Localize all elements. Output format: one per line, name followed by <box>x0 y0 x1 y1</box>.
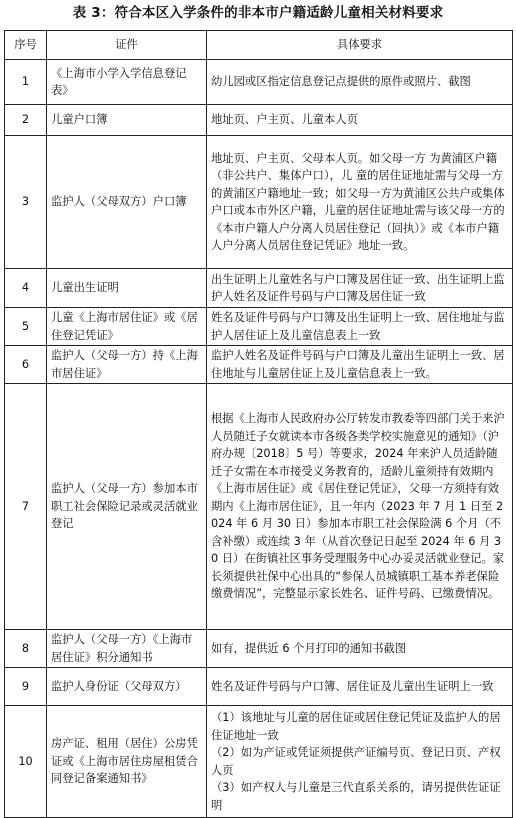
table-row <box>5 269 513 308</box>
table-row <box>5 706 513 818</box>
header-document: 证件 <box>47 31 207 60</box>
requirements-table <box>4 30 513 818</box>
table-row <box>5 630 513 668</box>
table-row <box>5 384 513 630</box>
row-number: 3 <box>5 136 47 269</box>
row-number: 9 <box>5 668 47 706</box>
document-name: 监护人（父母一方）参加本市职工社会保险记录或灵活就业登记 <box>47 384 207 630</box>
table-header-row <box>5 31 513 60</box>
requirement-text: 根据《上海市人民政府办公厅转发市教委等四部门关于来沪人员随迁子女就读本市各级各类学校实施意见的通知》（沪府办规〔2018〕5 号）等要求，2024 年来沪人员适龄随迁子女需在本市接受义务教育的，适龄儿童须持有效期内《上海市居住证》或《居住登记凭证》，父母一方须持有效期内《上海市居住证》，且一年内（2023 年 7 月 1 日至 2024 年 6 月 30 日）参加本市职工社会保险满 6 个月（不含补缴）或连续 3 年（从首次登记日起至 2024 年 6 月 30 日）在街镇社区事务受理服务中心办妥灵活就业登记。家长须提供社保中心出具的“参保人员城镇职工基本养老保险缴费情况”，完整显示家长姓名、证件号码、已缴费情况。 <box>207 384 513 630</box>
requirement-list <box>207 706 513 818</box>
requirement-text: 地址页、户主页、父母本人页。如父母一方 为黄浦区户籍（非公共户、集体户口），儿 童的居住证地址需与父母一方的黄浦区户籍地址一致；如父母一方为黄浦区公共户或集体户口或本市外区户籍，儿童的居住证地址需与该父母一方的《本市户籍人户分离人员居住登记（回执）》或《本市户籍人户分离人员居住登记凭证》地址一致。 <box>207 136 513 269</box>
row-number: 1 <box>5 60 47 105</box>
requirement-item: （2）如为产证或凭证须提供产证编号页、登记日页、产权人页 <box>211 746 501 777</box>
table-row <box>5 668 513 706</box>
document-name: 监护人身份证（父母双方） <box>47 668 207 706</box>
header-requirements: 具体要求 <box>207 31 513 60</box>
row-number: 6 <box>5 346 47 384</box>
table-row <box>5 308 513 346</box>
table-row <box>5 136 513 269</box>
requirement-text: 姓名及证件号码与户口簿、居住证及儿童出生证明上一致 <box>207 668 513 706</box>
document-name: 监护人（父母一方）持《上海市居住证》 <box>47 346 207 384</box>
document-name: 监护人（父母一方）《上海市居住证》积分通知书 <box>47 630 207 668</box>
document-name: 房产证、租用（居住）公房凭证或《上海市居住房屋租赁合同登记备案通知书》 <box>47 706 207 818</box>
requirement-text: 出生证明上儿童姓名与户口簿及居住证一致、出生证明上监护人姓名及证件号码与户口簿及居住证一致 <box>207 269 513 308</box>
document-name: 《上海市小学入学信息登记表》 <box>47 60 207 105</box>
document-name: 监护人（父母双方）户口簿 <box>47 136 207 269</box>
row-number: 5 <box>5 308 47 346</box>
table-row <box>5 60 513 105</box>
requirement-text: 如有，提供近 6 个月打印的通知书截图 <box>207 630 513 668</box>
row-number: 4 <box>5 269 47 308</box>
row-number: 2 <box>5 105 47 136</box>
requirement-text: 监护人姓名及证件号码与户口簿及儿童出生证明上一致、居住地址与儿童居住证上及儿童信息表上一致。 <box>207 346 513 384</box>
requirement-text: 姓名及证件号码与户口簿及出生证明上一致、居住地址与监护人居住证上及儿童信息表上一致 <box>207 308 513 346</box>
row-number: 7 <box>5 384 47 630</box>
requirement-text: 地址页、户主页、儿童本人页 <box>207 105 513 136</box>
requirement-item: （1）该地址与儿童的居住证或居住登记凭证及监护人的居住证地址一致 <box>211 711 501 742</box>
document-name: 儿童户口簿 <box>47 105 207 136</box>
row-number: 8 <box>5 630 47 668</box>
table-title: 表 3：符合本区入学条件的非本市户籍适龄儿童相关材料要求 <box>72 5 444 21</box>
table-row <box>5 346 513 384</box>
requirement-text: 幼儿园或区指定信息登记点提供的原件或照片、截图 <box>207 60 513 105</box>
requirement-item: （3）如产权人与儿童是三代直系关系的，请另提供佐证证明 <box>211 781 501 812</box>
document-name: 儿童《上海市居住证》或《居住登记凭证》 <box>47 308 207 346</box>
document-name: 儿童出生证明 <box>47 269 207 308</box>
header-no: 序号 <box>5 31 47 60</box>
table-row <box>5 105 513 136</box>
row-number: 10 <box>5 706 47 818</box>
